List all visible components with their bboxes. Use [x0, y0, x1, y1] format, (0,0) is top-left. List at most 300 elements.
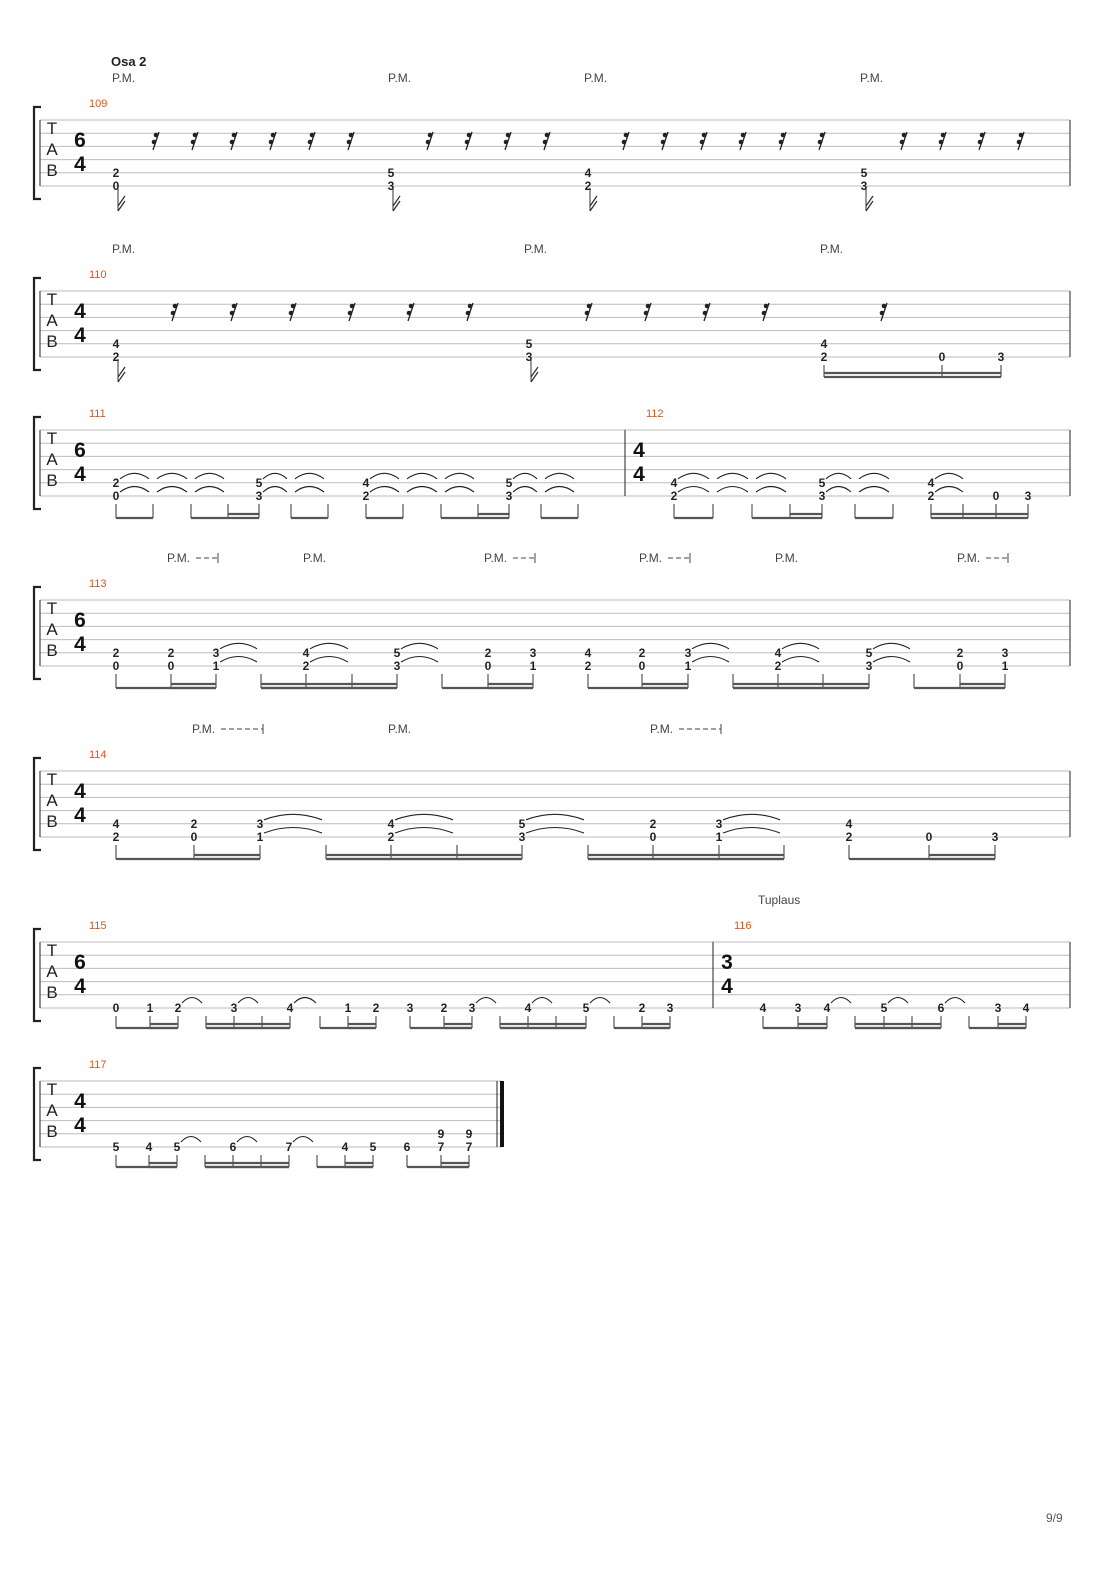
palm-mute-label: P.M. [112, 71, 136, 85]
tie [295, 487, 324, 493]
fret-number: 2 [820, 350, 828, 364]
tie [407, 487, 437, 493]
fret-number: 4 [927, 475, 935, 490]
fret-number: 3 [794, 1001, 802, 1015]
fret-number: 2 [174, 1001, 182, 1015]
tab-clef-t: T [46, 941, 58, 960]
rest-mark [426, 140, 431, 145]
fret-number: 4 [584, 165, 592, 180]
fret-number: 2 [638, 1001, 646, 1015]
tie [264, 814, 322, 820]
palm-mute-label: P.M. [112, 242, 136, 256]
fret-number: 5 [525, 336, 533, 351]
fret-number: 1 [146, 1001, 154, 1015]
measure-number: 110 [89, 269, 107, 281]
tab-clef-a: A [46, 1101, 58, 1120]
tie [395, 828, 453, 834]
fret-number: 5 [112, 1140, 120, 1154]
rest-mark [465, 140, 470, 145]
fret-number: 3 [468, 1001, 476, 1015]
fret-number: 4 [387, 816, 395, 831]
fret-number: 4 [145, 1140, 153, 1154]
palm-mute-label: P.M. [484, 551, 508, 565]
tie [888, 998, 908, 1004]
palm-mute-label: P.M. [388, 71, 412, 85]
tuplaus-label: Tuplaus [758, 893, 801, 907]
tab-clef-a: A [46, 620, 58, 639]
tab-clef-b: B [46, 812, 58, 831]
rest-mark [409, 304, 414, 309]
rest-mark [700, 140, 705, 145]
fret-number: 1 [256, 830, 264, 844]
tie [370, 473, 399, 479]
measure-number: 117 [89, 1059, 107, 1071]
tie [873, 657, 910, 663]
tie [401, 657, 438, 663]
time-signature-bottom: 4 [721, 975, 733, 998]
tie [220, 657, 257, 663]
fret-number: 4 [341, 1140, 349, 1154]
time-signature-top: 6 [74, 129, 86, 152]
tie [692, 643, 729, 649]
rest-mark [585, 311, 590, 316]
measure-number: 115 [89, 920, 107, 932]
fret-number: 4 [670, 475, 678, 490]
fret-number: 4 [286, 1001, 294, 1015]
time-signature-top: 6 [74, 609, 86, 632]
fret-number: 3 [1024, 489, 1032, 503]
tie [195, 473, 224, 479]
tie [263, 487, 287, 493]
palm-mute-label: P.M. [584, 71, 608, 85]
fret-number: 3 [818, 489, 826, 503]
fret-number: 9 [465, 1126, 473, 1141]
time-signature-top: 4 [74, 780, 86, 803]
rest-mark [902, 133, 907, 138]
measure-number: 114 [89, 749, 107, 761]
time-signature-top: 3 [721, 951, 733, 974]
rest-mark [230, 140, 235, 145]
page-number: 9/9 [1046, 1511, 1063, 1525]
time-signature-bottom: 4 [74, 804, 86, 827]
tie [859, 487, 889, 493]
tab-clef-t: T [46, 770, 58, 789]
tie [545, 473, 574, 479]
fret-number: 0 [925, 830, 933, 844]
fret-number: 5 [518, 816, 526, 831]
note-flag [531, 367, 538, 382]
rest-mark [764, 304, 769, 309]
fret-number: 4 [112, 336, 120, 351]
fret-number: 2 [112, 830, 120, 844]
rest-mark [173, 304, 178, 309]
fret-number: 2 [190, 816, 198, 831]
fret-number: 2 [927, 489, 935, 503]
fret-number: 7 [437, 1140, 445, 1154]
tie [263, 473, 287, 479]
measure-number: 113 [89, 578, 107, 590]
tie [826, 487, 851, 493]
tie [445, 487, 474, 493]
tie [831, 998, 851, 1004]
fret-number: 3 [1001, 645, 1009, 660]
fret-number: 5 [393, 645, 401, 660]
fret-number: 2 [649, 816, 657, 831]
fret-number: 5 [387, 165, 395, 180]
rest-mark [350, 304, 355, 309]
note-flag [118, 367, 125, 382]
fret-number: 3 [860, 179, 868, 193]
measure-number: 112 [646, 408, 664, 420]
rest-mark [291, 304, 296, 309]
tab-clef-b: B [46, 1122, 58, 1141]
fret-number: 3 [991, 830, 999, 844]
palm-mute-label: P.M. [775, 551, 799, 565]
time-signature-bottom: 4 [74, 324, 86, 347]
rest-mark [941, 133, 946, 138]
fret-number: 2 [387, 830, 395, 844]
palm-mute-label: P.M. [388, 722, 412, 736]
fret-number: 2 [774, 659, 782, 673]
fret-number: 4 [524, 1001, 532, 1015]
rest-mark [545, 133, 550, 138]
rest-mark [506, 133, 511, 138]
fret-number: 4 [362, 475, 370, 490]
tab-clef-a: A [46, 140, 58, 159]
tie [370, 487, 399, 493]
fret-number: 4 [845, 816, 853, 831]
note-flag [866, 196, 873, 211]
fret-number: 3 [256, 816, 264, 831]
rest-mark [705, 304, 710, 309]
tie [723, 828, 780, 834]
rest-mark [663, 133, 668, 138]
fret-number: 9 [437, 1126, 445, 1141]
tie [873, 643, 910, 649]
fret-number: 0 [638, 659, 646, 673]
fret-number: 0 [992, 489, 1000, 503]
fret-number: 3 [529, 645, 537, 660]
rest-mark [762, 311, 767, 316]
fret-number: 2 [440, 1001, 448, 1015]
fret-number: 1 [1001, 659, 1009, 673]
fret-number: 3 [715, 816, 723, 831]
tie [678, 487, 709, 493]
rest-mark [779, 140, 784, 145]
rest-mark [880, 311, 885, 316]
fret-number: 3 [212, 645, 220, 660]
rest-mark [624, 133, 629, 138]
tie [590, 998, 610, 1004]
fret-number: 3 [865, 659, 873, 673]
fret-number: 0 [484, 659, 492, 673]
tie [782, 657, 819, 663]
rest-mark [230, 311, 235, 316]
fret-number: 1 [529, 659, 537, 673]
tie [859, 473, 889, 479]
rest-mark [820, 133, 825, 138]
fret-number: 5 [255, 475, 263, 490]
fret-number: 3 [387, 179, 395, 193]
palm-mute-label: P.M. [524, 242, 548, 256]
tie [756, 473, 786, 479]
fret-number: 2 [584, 179, 592, 193]
rest-mark [781, 133, 786, 138]
measure-number: 109 [89, 98, 108, 110]
rest-mark [661, 140, 666, 145]
fret-number: 4 [584, 645, 592, 660]
tie [120, 487, 149, 493]
fret-number: 3 [666, 1001, 674, 1015]
fret-number: 3 [525, 350, 533, 364]
tie [294, 998, 316, 1004]
time-signature-top: 4 [74, 300, 86, 323]
rest-mark [587, 304, 592, 309]
fret-number: 0 [112, 489, 120, 503]
tie [295, 473, 324, 479]
time-signature-bottom: 4 [74, 975, 86, 998]
fret-number: 2 [112, 475, 120, 490]
fret-number: 2 [638, 645, 646, 660]
fret-number: 1 [715, 830, 723, 844]
rest-mark [171, 311, 176, 316]
rest-mark [269, 140, 274, 145]
time-signature-bottom: 4 [633, 463, 645, 486]
time-signature-bottom: 4 [74, 153, 86, 176]
tie [717, 487, 748, 493]
fret-number: 0 [167, 659, 175, 673]
tie [182, 998, 202, 1004]
rest-mark [622, 140, 627, 145]
rest-mark [900, 140, 905, 145]
palm-mute-label: P.M. [167, 551, 191, 565]
tie [238, 998, 258, 1004]
tab-clef-a: A [46, 450, 58, 469]
rest-mark [232, 304, 237, 309]
tie [407, 473, 437, 479]
fret-number: 5 [860, 165, 868, 180]
tie [532, 998, 552, 1004]
rest-mark [152, 140, 157, 145]
fret-number: 7 [465, 1140, 473, 1154]
tab-clef-b: B [46, 471, 58, 490]
fret-number: 1 [684, 659, 692, 673]
tie [935, 473, 963, 479]
fret-number: 4 [774, 645, 782, 660]
tie [782, 643, 819, 649]
fret-number: 1 [344, 1001, 352, 1015]
rest-mark [703, 311, 708, 316]
palm-mute-label: P.M. [639, 551, 663, 565]
rest-mark [467, 133, 472, 138]
tie [445, 473, 474, 479]
fret-number: 2 [112, 645, 120, 660]
tie [678, 473, 709, 479]
fret-number: 5 [818, 475, 826, 490]
rest-mark [818, 140, 823, 145]
tie [237, 1137, 257, 1143]
tie [310, 643, 348, 649]
rest-mark [468, 304, 473, 309]
fret-number: 4 [820, 336, 828, 351]
tie [826, 473, 851, 479]
tie [395, 814, 453, 820]
palm-mute-label: P.M. [192, 722, 216, 736]
rest-mark [939, 140, 944, 145]
rest-mark [289, 311, 294, 316]
tie [756, 487, 786, 493]
fret-number: 5 [173, 1140, 181, 1154]
fret-number: 2 [112, 165, 120, 180]
section-title: Osa 2 [111, 54, 147, 69]
fret-number: 0 [112, 179, 120, 193]
fret-number: 3 [505, 489, 513, 503]
tab-clef-b: B [46, 161, 58, 180]
fret-number: 4 [759, 1001, 767, 1015]
tie [401, 643, 438, 649]
note-flag [590, 196, 597, 211]
fret-number: 3 [518, 830, 526, 844]
time-signature-bottom: 4 [74, 633, 86, 656]
rest-mark [407, 311, 412, 316]
fret-number: 6 [229, 1140, 237, 1154]
fret-number: 0 [938, 350, 946, 364]
tab-clef-a: A [46, 791, 58, 810]
tie [476, 998, 496, 1004]
rest-mark [882, 304, 887, 309]
rest-mark [154, 133, 159, 138]
fret-number: 2 [362, 489, 370, 503]
tie [157, 487, 187, 493]
rest-mark [428, 133, 433, 138]
tie [545, 487, 574, 493]
tab-clef-t: T [46, 599, 58, 618]
tie [945, 998, 965, 1004]
tie [120, 473, 149, 479]
fret-number: 0 [956, 659, 964, 673]
time-signature-top: 4 [633, 439, 645, 462]
fret-number: 2 [112, 350, 120, 364]
tie [181, 1137, 201, 1143]
rest-mark [310, 133, 315, 138]
fret-number: 2 [584, 659, 592, 673]
rest-mark [978, 140, 983, 145]
rest-mark [646, 304, 651, 309]
tab-clef-t: T [46, 119, 58, 138]
fret-number: 5 [582, 1001, 590, 1015]
time-signature-bottom: 4 [74, 463, 86, 486]
fret-number: 5 [880, 1001, 888, 1015]
tie [293, 1137, 313, 1143]
palm-mute-label: P.M. [957, 551, 981, 565]
tie [526, 828, 584, 834]
tie [195, 487, 224, 493]
note-flag [393, 196, 400, 211]
fret-number: 2 [484, 645, 492, 660]
note-flag [118, 196, 125, 211]
fret-number: 2 [167, 645, 175, 660]
tab-clef-t: T [46, 290, 58, 309]
tab-clef-b: B [46, 641, 58, 660]
palm-mute-label: P.M. [303, 551, 327, 565]
measure-number: 111 [89, 408, 106, 420]
palm-mute-label: P.M. [650, 722, 674, 736]
tab-clef-b: B [46, 332, 58, 351]
tie [513, 487, 537, 493]
rest-mark [193, 133, 198, 138]
rest-mark [1017, 140, 1022, 145]
fret-number: 3 [255, 489, 263, 503]
fret-number: 2 [670, 489, 678, 503]
rest-mark [644, 311, 649, 316]
fret-number: 1 [212, 659, 220, 673]
tie [220, 643, 257, 649]
rest-mark [741, 133, 746, 138]
fret-number: 3 [393, 659, 401, 673]
time-signature-top: 6 [74, 951, 86, 974]
fret-number: 3 [997, 350, 1005, 364]
fret-number: 5 [505, 475, 513, 490]
tab-clef-t: T [46, 429, 58, 448]
fret-number: 0 [112, 659, 120, 673]
rest-mark [702, 133, 707, 138]
fret-number: 2 [302, 659, 310, 673]
rest-mark [232, 133, 237, 138]
fret-number: 4 [1022, 1001, 1030, 1015]
tab-clef-a: A [46, 311, 58, 330]
time-signature-bottom: 4 [74, 1114, 86, 1137]
fret-number: 7 [285, 1140, 293, 1154]
time-signature-top: 4 [74, 1090, 86, 1113]
tie [157, 473, 187, 479]
rest-mark [349, 133, 354, 138]
rest-mark [543, 140, 548, 145]
fret-number: 3 [994, 1001, 1002, 1015]
fret-number: 3 [230, 1001, 238, 1015]
fret-number: 0 [649, 830, 657, 844]
fret-number: 6 [937, 1001, 945, 1015]
fret-number: 2 [956, 645, 964, 660]
tie [717, 473, 748, 479]
measure-number: 116 [734, 920, 752, 932]
time-signature-top: 6 [74, 439, 86, 462]
fret-number: 4 [823, 1001, 831, 1015]
tie [526, 814, 584, 820]
fret-number: 5 [369, 1140, 377, 1154]
rest-mark [347, 140, 352, 145]
rest-mark [980, 133, 985, 138]
palm-mute-label: P.M. [820, 242, 844, 256]
rest-mark [271, 133, 276, 138]
tab-clef-b: B [46, 983, 58, 1002]
tab-clef-t: T [46, 1080, 58, 1099]
fret-number: 3 [684, 645, 692, 660]
fret-number: 2 [372, 1001, 380, 1015]
rest-mark [348, 311, 353, 316]
fret-number: 2 [845, 830, 853, 844]
fret-number: 0 [112, 1001, 120, 1015]
tie [310, 657, 348, 663]
fret-number: 4 [112, 816, 120, 831]
rest-mark [466, 311, 471, 316]
tie [692, 657, 729, 663]
fret-number: 5 [865, 645, 873, 660]
fret-number: 6 [403, 1140, 411, 1154]
rest-mark [504, 140, 509, 145]
tie [723, 814, 780, 820]
rest-mark [739, 140, 744, 145]
rest-mark [308, 140, 313, 145]
